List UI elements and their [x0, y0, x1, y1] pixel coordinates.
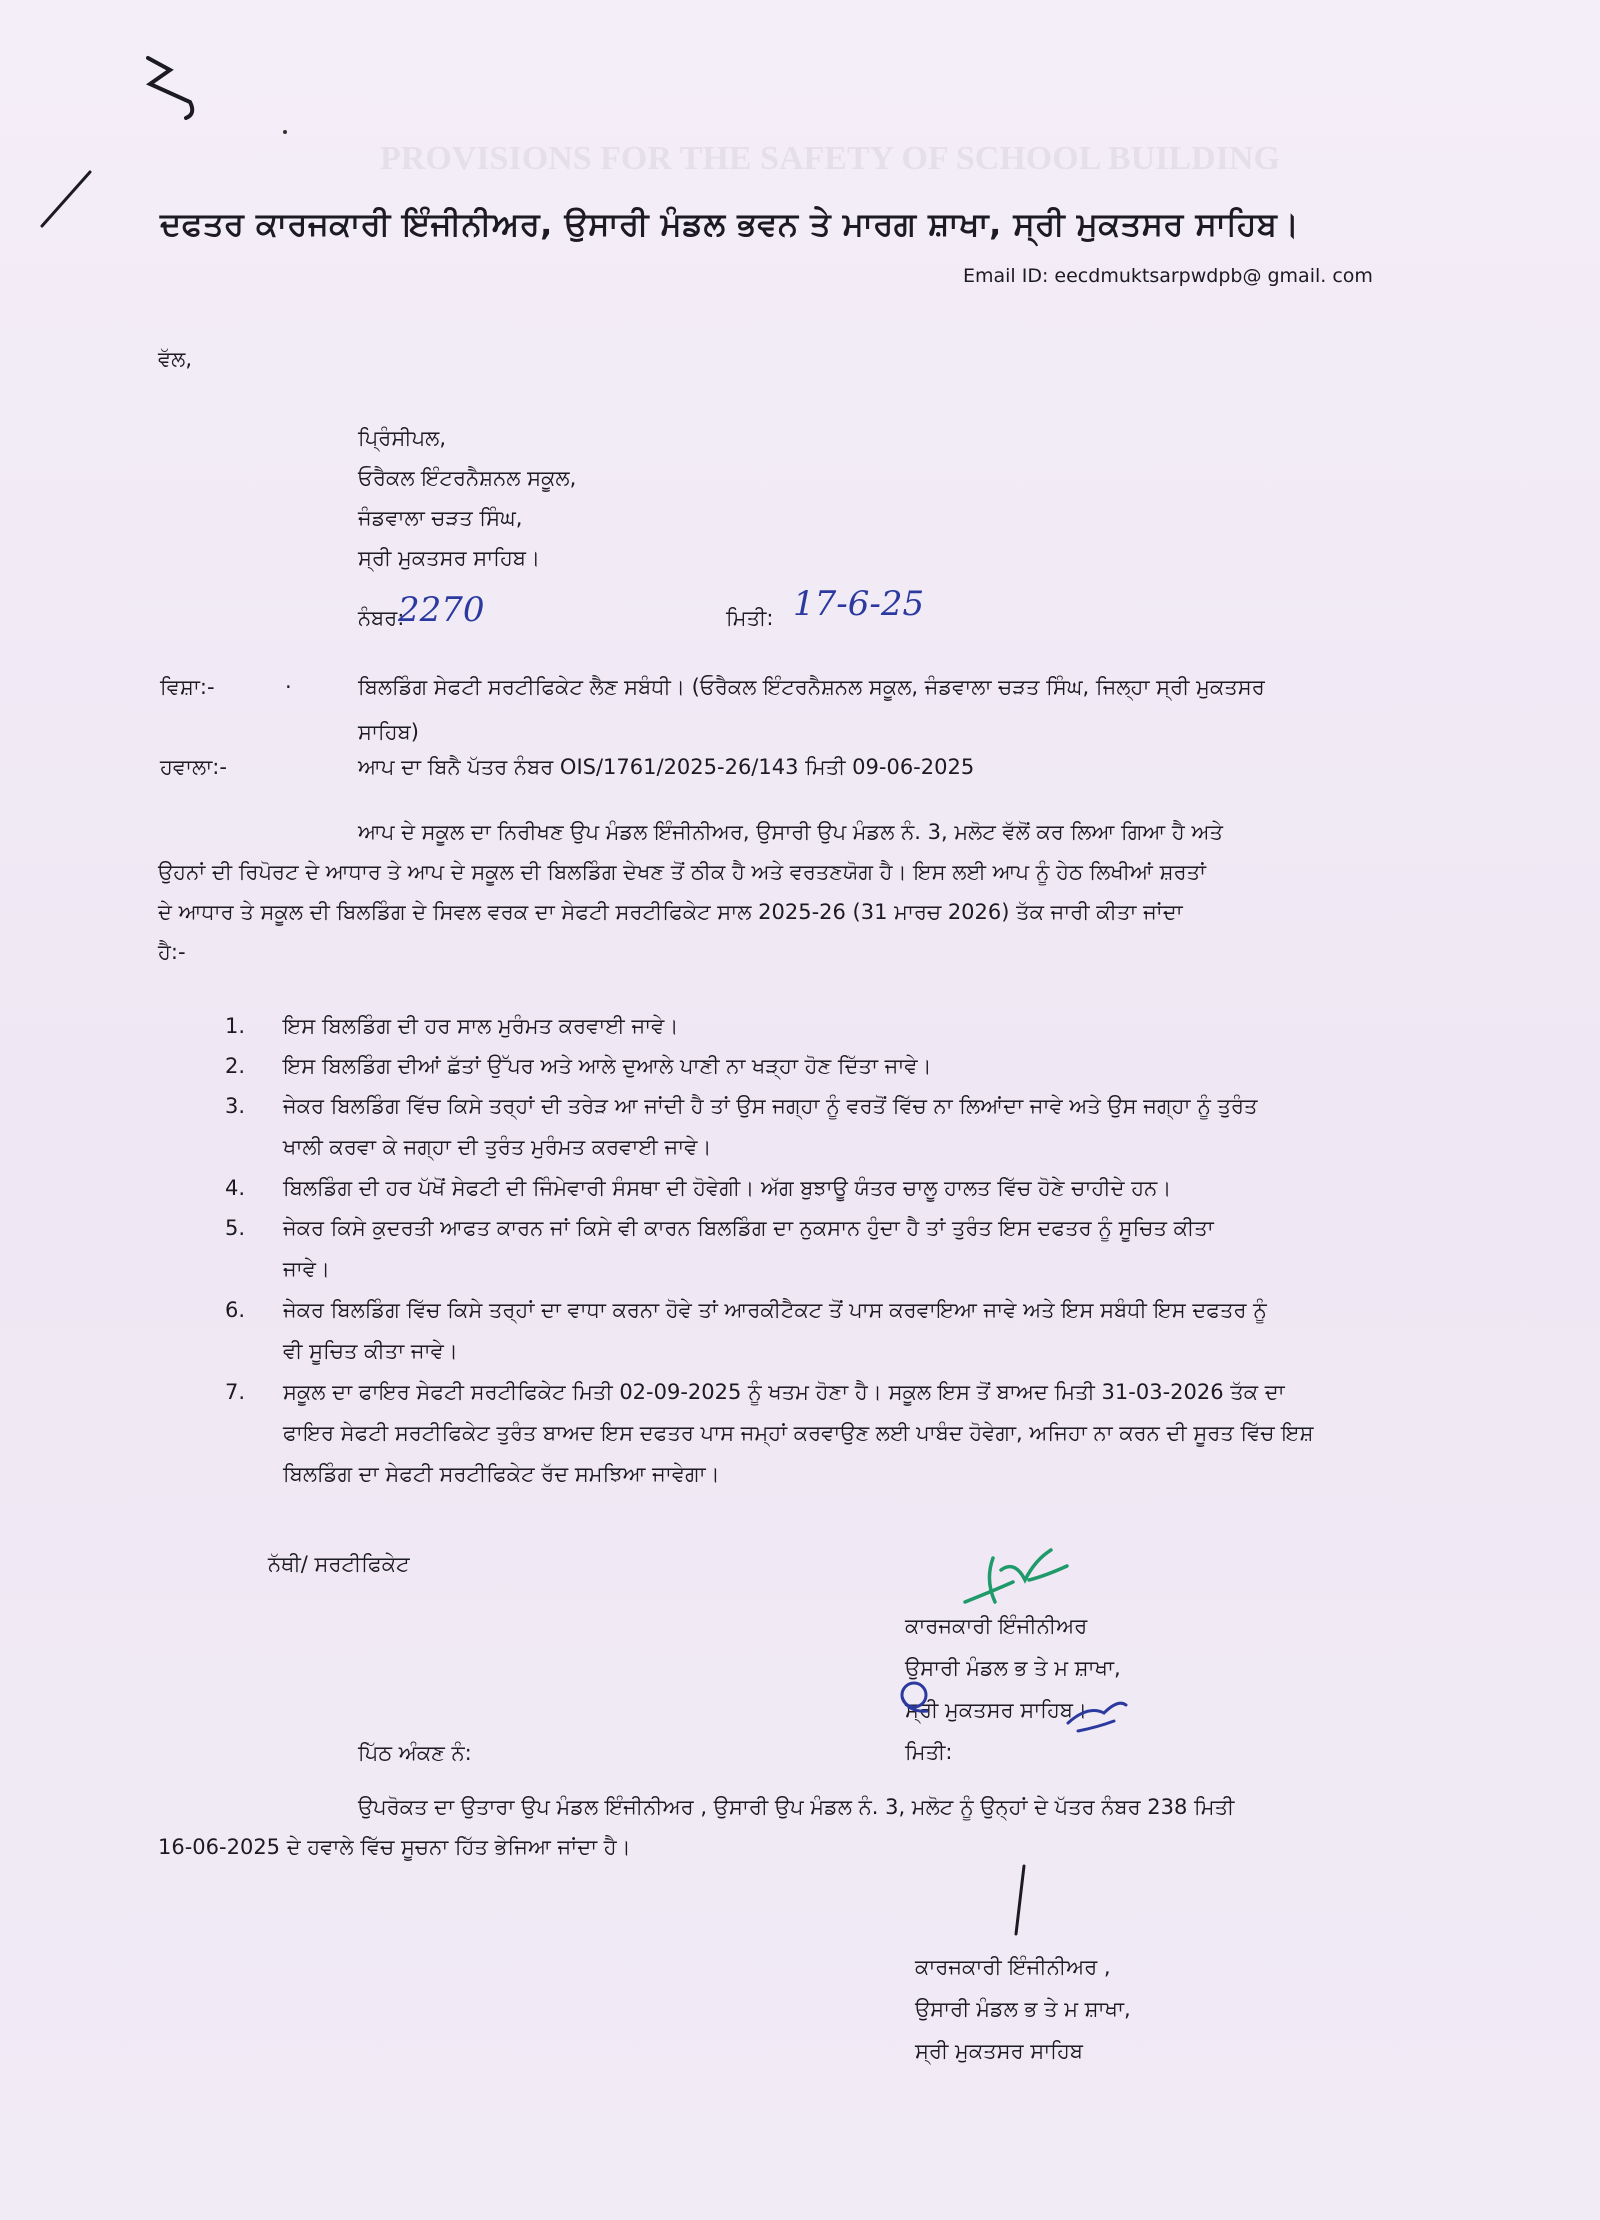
list-number: 2. — [224, 1054, 245, 1078]
list-text: ਜਾਵੇ। — [283, 1257, 331, 1281]
subject-line: ਬਿਲਡਿੰਗ ਸੇਫਟੀ ਸਰਟੀਫਿਕੇਟ ਲੈਣ ਸਬੰਧੀ। (ਓਰੈਕਲ ਇੰਟਰਨੈਸ਼ਨਲ ਸਕੂਲ, ਜੰਡਵਾਲਾ ਚੜਤ ਸਿੰਘ, ਜਿਲ੍ਹਾ ਸ੍ਰੀ ਮੁਕਤਸਰ — [358, 675, 1265, 699]
signatory-date-label: ਮਿਤੀ: — [905, 1740, 953, 1764]
reference-label: ਹਵਾਲਾ:- — [160, 755, 227, 779]
list-text: ਵੀ ਸੂਚਿਤ ਕੀਤਾ ਜਾਵੇ। — [283, 1339, 458, 1363]
body-paragraph — [158, 818, 1378, 978]
subject-line: ਸਾਹਿਬ) — [358, 720, 419, 744]
letter-number-handwritten: 2270 — [398, 590, 485, 630]
subject-bullet: · — [285, 675, 292, 699]
list-number: 3. — [224, 1094, 245, 1118]
list-text: ਬਿਲਡਿੰਗ ਦਾ ਸੇਫਟੀ ਸਰਟੀਫਿਕੇਟ ਰੱਦ ਸਮਝਿਆ ਜਾਵੇਗਾ। — [283, 1462, 720, 1486]
reference-text: ਆਪ ਦਾ ਬਿਨੈ ਪੱਤਰ ਨੰਬਰ OIS/1761/2025-26/143 ਮਿਤੀ 09-06-2025 — [358, 755, 975, 779]
list-text: ਜੇਕਰ ਕਿਸੇ ਕੁਦਰਤੀ ਆਫਤ ਕਾਰਨ ਜਾਂ ਕਿਸੇ ਵੀ ਕਾਰਨ ਬਿਲਡਿੰਗ ਦਾ ਨੁਕਸਾਨ ਹੁੰਦਾ ਹੈ ਤਾਂ ਤੁਰੰਤ ਇਸ ਦਫਤਰ ਨੂੰ ਸੂਚਿਤ ਕੀਤਾ — [283, 1216, 1214, 1240]
to-label: ਵੱਲ, — [158, 347, 193, 371]
list-item — [215, 1174, 1313, 1214]
list-number: 6. — [224, 1298, 245, 1322]
list-number: 5. — [224, 1216, 245, 1240]
signatory-block-2 — [915, 1953, 1131, 2079]
dot-mark — [283, 130, 287, 134]
signatory-line: ਕਾਰਜਕਾਰੀ ਇੰਜੀਨੀਅਰ — [905, 1614, 1088, 1638]
list-item — [215, 1052, 1313, 1092]
address-block — [358, 424, 576, 584]
body-line: ਹੈ:- — [158, 940, 186, 964]
signatory-line: ਸ੍ਰੀ ਮੁਕਤਸਰ ਸਾਹਿਬ। — [905, 1698, 1088, 1722]
list-number: 4. — [224, 1176, 245, 1200]
signature-stroke — [1000, 1860, 1040, 1940]
endorsement-label: ਪਿੱਠ ਅੰਕਣ ਨੰ: — [358, 1741, 472, 1765]
enclosure-label: ਨੱਥੀ/ ਸਰਟੀਫਿਕੇਟ — [268, 1552, 410, 1576]
list-item — [215, 1012, 1313, 1052]
address-line: ਸ੍ਰੀ ਮੁਕਤਸਰ ਸਾਹਿਬ। — [358, 546, 541, 570]
list-item — [215, 1092, 1313, 1174]
list-text: ਇਸ ਬਿਲਡਿੰਗ ਦੀ ਹਰ ਸਾਲ ਮੁਰੰਮਤ ਕਰਵਾਈ ਜਾਵੇ। — [283, 1014, 679, 1038]
list-text: ਇਸ ਬਿਲਡਿੰਗ ਦੀਆਂ ਛੱਤਾਂ ਉੱਪਰ ਅਤੇ ਆਲੇ ਦੁਆਲੇ ਪਾਣੀ ਨਾ ਖੜ੍ਹਾ ਹੋਣ ਦਿੱਤਾ ਜਾਵੇ। — [283, 1054, 932, 1078]
list-number: 1. — [224, 1014, 245, 1038]
list-text: ਸਕੂਲ ਦਾ ਫਾਇਰ ਸੇਫਟੀ ਸਰਟੀਫਿਕੇਟ ਮਿਤੀ 02-09-2025 ਨੂੰ ਖਤਮ ਹੋਣਾ ਹੈ। ਸਕੂਲ ਇਸ ਤੋਂ ਬਾਅਦ ਮਿਤੀ 31-03-2026 ਤੱਕ ਦਾ — [283, 1380, 1285, 1404]
body-line: ਦੇ ਆਧਾਰ ਤੇ ਸਕੂਲ ਦੀ ਬਿਲਡਿੰਗ ਦੇ ਸਿਵਲ ਵਰਕ ਦਾ ਸੇਫਟੀ ਸਰਟੀਫਿਕੇਟ ਸਾਲ 2025-26 (31 ਮਾਰਚ 2026) ਤੱਕ ਜਾਰੀ ਕੀਤਾ ਜਾਂਦਾ — [158, 900, 1183, 924]
letter-date-handwritten: 17-6-25 — [793, 584, 925, 624]
office-title: ਦਫਤਰ ਕਾਰਜਕਾਰੀ ਇੰਜੀਨੀਅਰ, ਉਸਾਰੀ ਮੰਡਲ ਭਵਨ ਤੇ ਮਾਰਗ ਸ਼ਾਖਾ, ਸ੍ਰੀ ਮੁਕਤਸਰ ਸਾਹਿਬ। — [160, 205, 1300, 243]
office-email: Email ID: eecdmuktsarpwdpb@ gmail. com — [963, 265, 1373, 287]
signatory-line: ਸ੍ਰੀ ਮੁਕਤਸਰ ਸਾਹਿਬ — [915, 2039, 1084, 2063]
date-label: ਮਿਤੀ: — [726, 606, 774, 630]
list-item — [215, 1378, 1313, 1502]
number-label: ਨੰਬਰ: — [358, 606, 405, 630]
show-through-heading: PROVISIONS FOR THE SAFETY OF SCHOOL BUILDING — [380, 140, 1280, 177]
signatory-line: ਉਸਾਰੀ ਮੰਡਲ ਭ ਤੇ ਮ ਸ਼ਾਖਾ, — [915, 1997, 1131, 2021]
body-line: ਆਪ ਦੇ ਸਕੂਲ ਦਾ ਨਿਰੀਖਣ ਉਪ ਮੰਡਲ ਇੰਜੀਨੀਅਰ, ਉਸਾਰੀ ਉਪ ਮੰਡਲ ਨੰ. 3, ਮਲੋਟ ਵੱਲੋਂ ਕਰ ਲਿਆ ਗਿਆ ਹੈ ਅਤੇ — [358, 820, 1223, 844]
initials-blue — [888, 1665, 1138, 1755]
endorsement-line: ਉਪਰੋਕਤ ਦਾ ਉਤਾਰਾ ਉਪ ਮੰਡਲ ਇੰਜੀਨੀਅਰ , ਉਸਾਰੀ ਉਪ ਮੰਡਲ ਨੰ. 3, ਮਲੋਟ ਨੂੰ ਉਨ੍ਹਾਂ ਦੇ ਪੱਤਰ ਨੰਬਰ 238 ਮਿਤੀ — [358, 1795, 1235, 1819]
signatory-line: ਉਸਾਰੀ ਮੰਡਲ ਭ ਤੇ ਮ ਸ਼ਾਖਾ, — [905, 1656, 1121, 1680]
address-line: ਜੰਡਵਾਲਾ ਚੜਤ ਸਿੰਘ, — [358, 506, 523, 530]
list-item — [215, 1296, 1313, 1378]
list-text: ਫਾਇਰ ਸੇਫਟੀ ਸਰਟੀਫਿਕੇਟ ਤੁਰੰਤ ਬਾਅਦ ਇਸ ਦਫਤਰ ਪਾਸ ਜਮ੍ਹਾਂ ਕਰਵਾਉਣ ਲਈ ਪਾਬੰਦ ਹੋਵੇਗਾ, ਅਜਿਹਾ ਨਾ ਕਰਨ ਦੀ ਸੂਰਤ ਵਿੱਚ ਇਸ਼ — [283, 1421, 1314, 1445]
list-number: 7. — [224, 1380, 245, 1404]
list-text: ਬਿਲਡਿੰਗ ਦੀ ਹਰ ਪੱਖੋਂ ਸੇਫਟੀ ਦੀ ਜਿੰਮੇਵਾਰੀ ਸੰਸਥਾ ਦੀ ਹੋਵੇਗੀ। ਅੱਗ ਬੁਝਾਊ ਯੰਤਰ ਚਾਲੂ ਹਾਲਤ ਵਿੱਚ ਹੋਣੇ ਚਾਹੀਦੇ ਹਨ। — [283, 1176, 1172, 1200]
subject-label: ਵਿਸ਼ਾ:- — [160, 675, 215, 699]
signatory-line: ਕਾਰਜਕਾਰੀ ਇੰਜੀਨੀਅਰ , — [915, 1955, 1111, 1979]
address-line: ਓਰੈਕਲ ਇੰਟਰਨੈਸ਼ਨਲ ਸਕੂਲ, — [358, 466, 577, 490]
address-line: ਪ੍ਰਿੰਸੀਪਲ, — [358, 426, 447, 450]
body-line: ਉਹਨਾਂ ਦੀ ਰਿਪੋਰਟ ਦੇ ਆਧਾਰ ਤੇ ਆਪ ਦੇ ਸਕੂਲ ਦੀ ਬਿਲਡਿੰਗ ਦੇਖਣ ਤੋਂ ਠੀਕ ਹੈ ਅਤੇ ਵਰਤਣਯੋਗ ਹੈ। ਇਸ ਲਈ ਆਪ ਨੂੰ ਹੇਠ ਲਿਖੀਆਂ ਸ਼ਰਤਾਂ — [158, 860, 1206, 884]
endorsement-line: 16-06-2025 ਦੇ ਹਵਾਲੇ ਵਿੱਚ ਸੂਚਨਾ ਹਿੱਤ ਭੇਜਿਆ ਜਾਂਦਾ ਹੈ। — [158, 1835, 631, 1859]
list-text: ਜੇਕਰ ਬਿਲਡਿੰਗ ਵਿੱਚ ਕਿਸੇ ਤਰ੍ਹਾਂ ਦਾ ਵਾਧਾ ਕਰਨਾ ਹੋਵੇ ਤਾਂ ਆਰਕੀਟੈਕਟ ਤੋਂ ਪਾਸ ਕਰਵਾਇਆ ਜਾਵੇ ਅਤੇ ਇਸ ਸਬੰਧੀ ਇਸ ਦਫਤਰ ਨੂੰ — [283, 1298, 1267, 1322]
conditions-list — [215, 1012, 1313, 1502]
list-text: ਜੇਕਰ ਬਿਲਡਿੰਗ ਵਿੱਚ ਕਿਸੇ ਤਰ੍ਹਾਂ ਦੀ ਤਰੇੜ ਆ ਜਾਂਦੀ ਹੈ ਤਾਂ ਉਸ ਜਗ੍ਹਾ ਨੂੰ ਵਰਤੋਂ ਵਿੱਚ ਨਾ ਲਿਆਂਦਾ ਜਾਵੇ ਅਤੇ ਉਸ ਜਗ੍ਹਾ ਨੂੰ ਤੁਰੰਤ — [283, 1094, 1258, 1118]
list-item — [215, 1214, 1313, 1296]
list-text: ਖਾਲੀ ਕਰਵਾ ਕੇ ਜਗ੍ਹਾ ਦੀ ਤੁਰੰਤ ਮੁਰੰਮਤ ਕਰਵਾਈ ਜਾਵੇ। — [283, 1135, 712, 1159]
